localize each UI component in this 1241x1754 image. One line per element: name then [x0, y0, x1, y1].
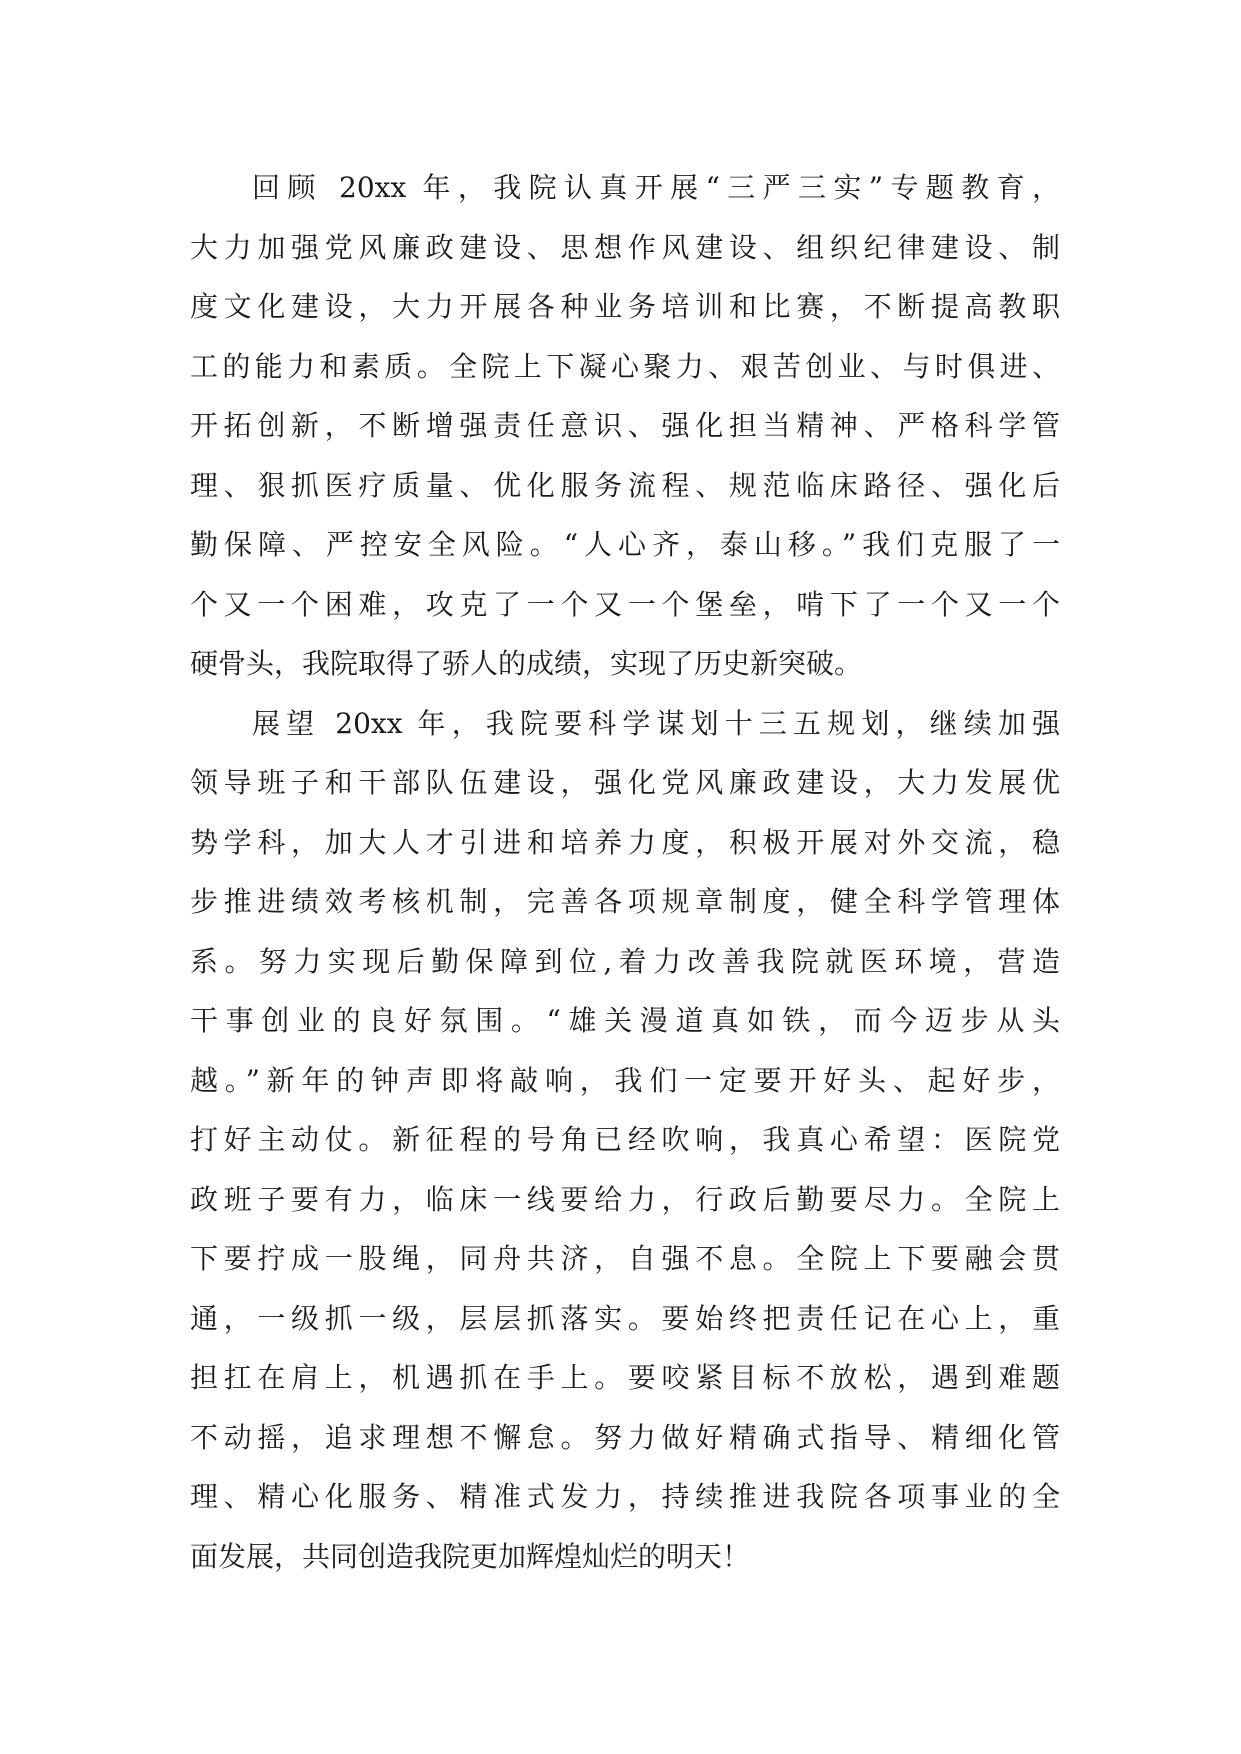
text-line: 势学科，加大人才引进和培养力度，积极开展对外交流，稳 [190, 825, 1060, 859]
text-line: 度文化建设，大力开展各种业务培训和比赛，不断提高教职 [190, 290, 1060, 323]
text-line: 勤保障、严控安全风险。“人心齐，泰山移。”我们克服了一 [190, 528, 1060, 561]
text-line: 下要拧成一股绳，同舟共济，自强不息。全院上下要融会贯 [190, 1242, 1060, 1275]
paragraph-review [190, 158, 1060, 694]
text-line: 领导班子和干部队伍建设，强化党风廉政建设，大力发展优 [190, 766, 1060, 799]
text-line: 步推进绩效考核机制，完善各项规章制度，健全科学管理体 [190, 885, 1060, 918]
text-line: 担扛在肩上，机遇抓在手上。要咬紧目标不放松，遇到难题 [190, 1361, 1060, 1394]
text-line: 面发展，共同创造我院更加辉煌灿烂的明天！ [190, 1539, 751, 1573]
text-line: 不动摇，追求理想不懈怠。努力做好精确式指导、精细化管 [190, 1420, 1060, 1454]
document-body [190, 158, 1060, 1586]
text-line: 干事创业的良好氛围。“雄关漫道真如铁，而今迈步从头 [190, 1004, 1060, 1037]
text-line: 工的能力和素质。全院上下凝心聚力、艰苦创业、与时俱进、 [190, 349, 1060, 383]
text-line: 个又一个困难，攻克了一个又一个堡垒，啃下了一个又一个 [190, 587, 1060, 621]
text-line: 政班子要有力，临床一线要给力，行政后勤要尽力。全院上 [190, 1182, 1060, 1216]
text-line: 打好主动仗。新征程的号角已经吹响，我真心希望：医院党 [190, 1123, 1060, 1156]
text-line: 越。”新年的钟声即将敲响，我们一定要开好头、起好步， [190, 1063, 1060, 1097]
text-line: 理、狠抓医疗质量、优化服务流程、规范临床路径、强化后 [190, 468, 1060, 502]
text-line: 理、精心化服务、精准式发力，持续推进我院各项事业的全 [190, 1480, 1060, 1513]
text-line: 展望 20xx 年，我院要科学谋划十三五规划，继续加强 [252, 706, 1060, 740]
paragraph-outlook [190, 694, 1060, 1587]
text-line: 开拓创新，不断增强责任意识、强化担当精神、严格科学管 [190, 409, 1060, 442]
text-line: 通，一级抓一级，层层抓落实。要始终把责任记在心上，重 [190, 1301, 1060, 1335]
text-line: 系。努力实现后勤保障到位,着力改善我院就医环境，营造 [190, 944, 1060, 978]
text-line: 硬骨头，我院取得了骄人的成绩，实现了历史新突破。 [190, 647, 863, 680]
text-line: 回顾 20xx 年，我院认真开展“三严三实”专题教育， [252, 171, 1060, 204]
text-line: 大力加强党风廉政建设、思想作风建设、组织纪律建设、制 [190, 230, 1060, 264]
